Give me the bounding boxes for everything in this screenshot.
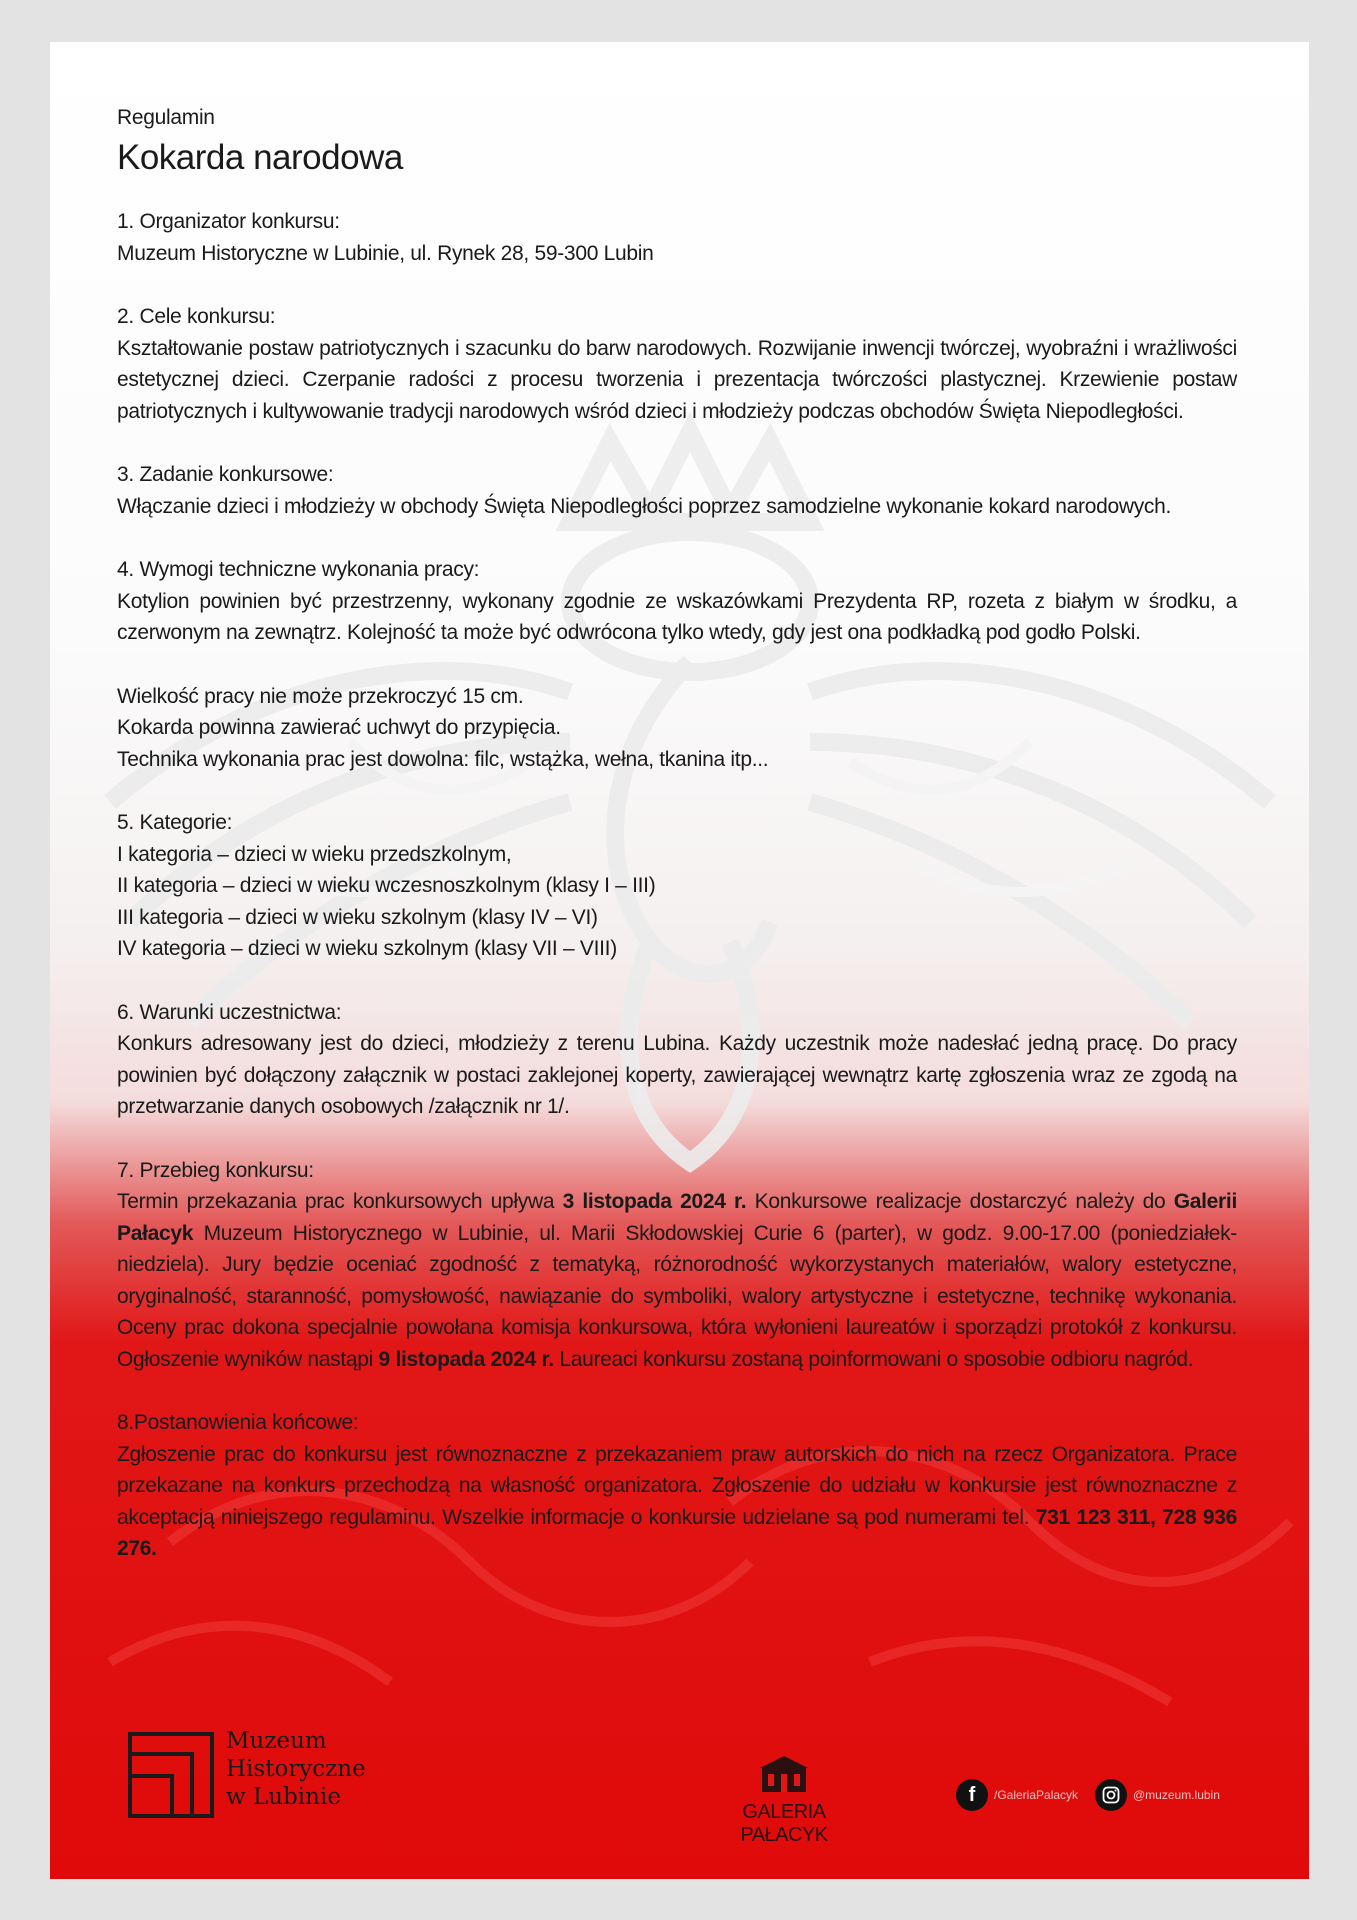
section-text: Kształtowanie postaw patriotycznych i szacunku do barw narodowych. Rozwijanie inwencji twórczej, wyobraźni i wrażliwości estetycznej dzieci. Czerpanie radości z procesu tworzenia i prezentacja twórczości plastycznej. Krzewienie postaw patriotycznych i kultywowanie tradycji narodowych wśród dzieci i młodzieży podczas obchodów Święta Niepodległości.: [117, 336, 1237, 423]
facebook-link[interactable]: [956, 1779, 1078, 1811]
museum-name-line: Muzeum: [226, 1728, 327, 1754]
gallery-name: Galerii Pałacyk: [117, 1190, 1237, 1245]
instagram-handle: @muzeum.lubin: [1133, 1788, 1220, 1802]
facebook-handle: /GaleriaPalacyk: [994, 1788, 1079, 1802]
section-text: [117, 1439, 1237, 1565]
palace-icon: [754, 1752, 814, 1794]
museum-name-line: Historyczne: [226, 1756, 366, 1782]
text-part: Zgłoszenie prac do konkursu jest równoznaczne z przekazaniem praw autorskich do nich na rzecz Organizatora. Prace przekazane na konkurs przechodzą na własność organizatora. Zgłoszenie do udziału w konkursie jest równoznaczne z akceptacją niniejszego regulaminu. Wszelkie informacje o konkursie udzielane są pod numerami tel.: [117, 1442, 1237, 1529]
pre-title: Regulamin: [117, 106, 215, 129]
section-task: [117, 459, 1237, 522]
section-technical-requirements: [117, 554, 1237, 649]
section-heading: 2. Cele konkursu:: [117, 305, 276, 328]
category-item: III kategoria – dzieci w wieku szkolnym (klasy IV – VI): [117, 905, 598, 929]
section-course: [117, 1155, 1237, 1376]
text-part: Termin przekazania prac konkursowych upływa: [117, 1190, 563, 1213]
category-item: II kategoria – dzieci w wieku wczesnoszkolnym (klasy I – III): [117, 874, 656, 897]
section-text: Kotylion powinien być przestrzenny, wykonany zgodnie ze wskazówkami Prezydenta RP, rozeta z białym w środku, a czerwonym na zewnątrz. Kolejność ta może być odwrócona tylko wtedy, gdy jest ona podkładką pod godło Polski.: [117, 589, 1237, 644]
requirement-line: Wielkość pracy nie może przekroczyć 15 cm.: [117, 684, 524, 708]
regulations-content: [117, 104, 1237, 1597]
galeria-palacyk-logo: [704, 1752, 864, 1847]
text-part: Konkursowe realizacje dostarczyć należy do: [746, 1190, 1174, 1213]
requirement-line: Kokarda powinna zawierać uchwyt do przypięcia.: [117, 716, 561, 739]
category-item: IV kategoria – dzieci w wieku szkolnym (klasy VII – VIII): [117, 937, 617, 960]
section-goals: [117, 301, 1237, 427]
section-technical-details: [117, 681, 1237, 776]
section-organizer: [117, 206, 1237, 269]
category-item: I kategoria – dzieci w wieku przedszkolnym,: [117, 842, 512, 866]
phone-numbers: 731 123 311, 728 936 276.: [117, 1505, 1237, 1560]
museum-name-line: w Lubinie: [226, 1784, 341, 1810]
requirement-line: Technika wykonania prac jest dowolna: filc, wstążka, wełna, tkanina itp...: [117, 747, 769, 771]
museum-logo-text: [226, 1727, 366, 1811]
section-heading: 7. Przebieg konkursu:: [117, 1158, 314, 1182]
galeria-label: GALERIA PAŁACYK: [740, 1801, 828, 1846]
section-final-provisions: [117, 1407, 1237, 1565]
section-heading: 3. Zadanie konkursowe:: [117, 463, 334, 486]
section-text: Konkurs adresowany jest do dzieci, młodzieży z terenu Lubina. Każdy uczestnik może nadesłać jedną pracę. Do pracy powinien być dołączony załącznik w postaci zaklejonej koperty, zawierającej wewnątrz kartę zgłoszenia wraz ze zgodą na przetwarzanie danych osobowych /załącznik nr 1/.: [117, 1032, 1237, 1118]
facebook-icon: f: [956, 1779, 988, 1811]
section-participation: [117, 997, 1237, 1123]
section-heading: 4. Wymogi techniczne wykonania pracy:: [117, 558, 480, 581]
page-title: Kokarda narodowa: [117, 138, 403, 177]
instagram-link[interactable]: [1095, 1779, 1220, 1811]
instagram-glyph-icon: [1102, 1786, 1120, 1804]
section-heading: 5. Kategorie:: [117, 811, 233, 834]
section-heading: 8.Postanowienia końcowe:: [117, 1411, 359, 1434]
section-text: [117, 1186, 1237, 1375]
section-heading: 1. Organizator konkursu:: [117, 210, 340, 233]
results-date: 9 listopada 2024 r.: [378, 1347, 554, 1371]
text-part: Laureaci konkursu zostaną poinformowani o sposobie odbioru nagród.: [553, 1347, 1194, 1371]
text-part: Muzeum Historycznego w Lubinie, ul. Marii Skłodowskiej Curie 6 (parter), w godz. 9.00-17.00 (poniedziałek-niedziela). Jury będzie oceniać zgodność z tematyką, różnorodność wykorzystanych materiałów, walory estetyczne, oryginalność, staranność, pomysłowość, nawiązanie do symboliki, walory artystyczne i estetyczne, technikę wykonania. Oceny prac dokona specjalnie powołana komisja konkursowa, która wyłonieni laureatów i sporządzi protokół z konkursu. Ogłoszenie wyników nastąpi: [117, 1221, 1237, 1371]
instagram-icon: [1095, 1779, 1127, 1811]
section-text: Muzeum Historyczne w Lubinie, ul. Rynek 28, 59-300 Lubin: [117, 241, 654, 265]
deadline-date: 3 listopada 2024 r.: [562, 1190, 747, 1213]
section-categories: [117, 807, 1237, 965]
document-page: [50, 42, 1309, 1879]
section-text: Włączanie dzieci i młodzieży w obchody Święta Niepodległości poprzez samodzielne wykonanie kokard narodowych.: [117, 494, 1172, 518]
section-heading: 6. Warunki uczestnictwa:: [117, 1000, 342, 1024]
